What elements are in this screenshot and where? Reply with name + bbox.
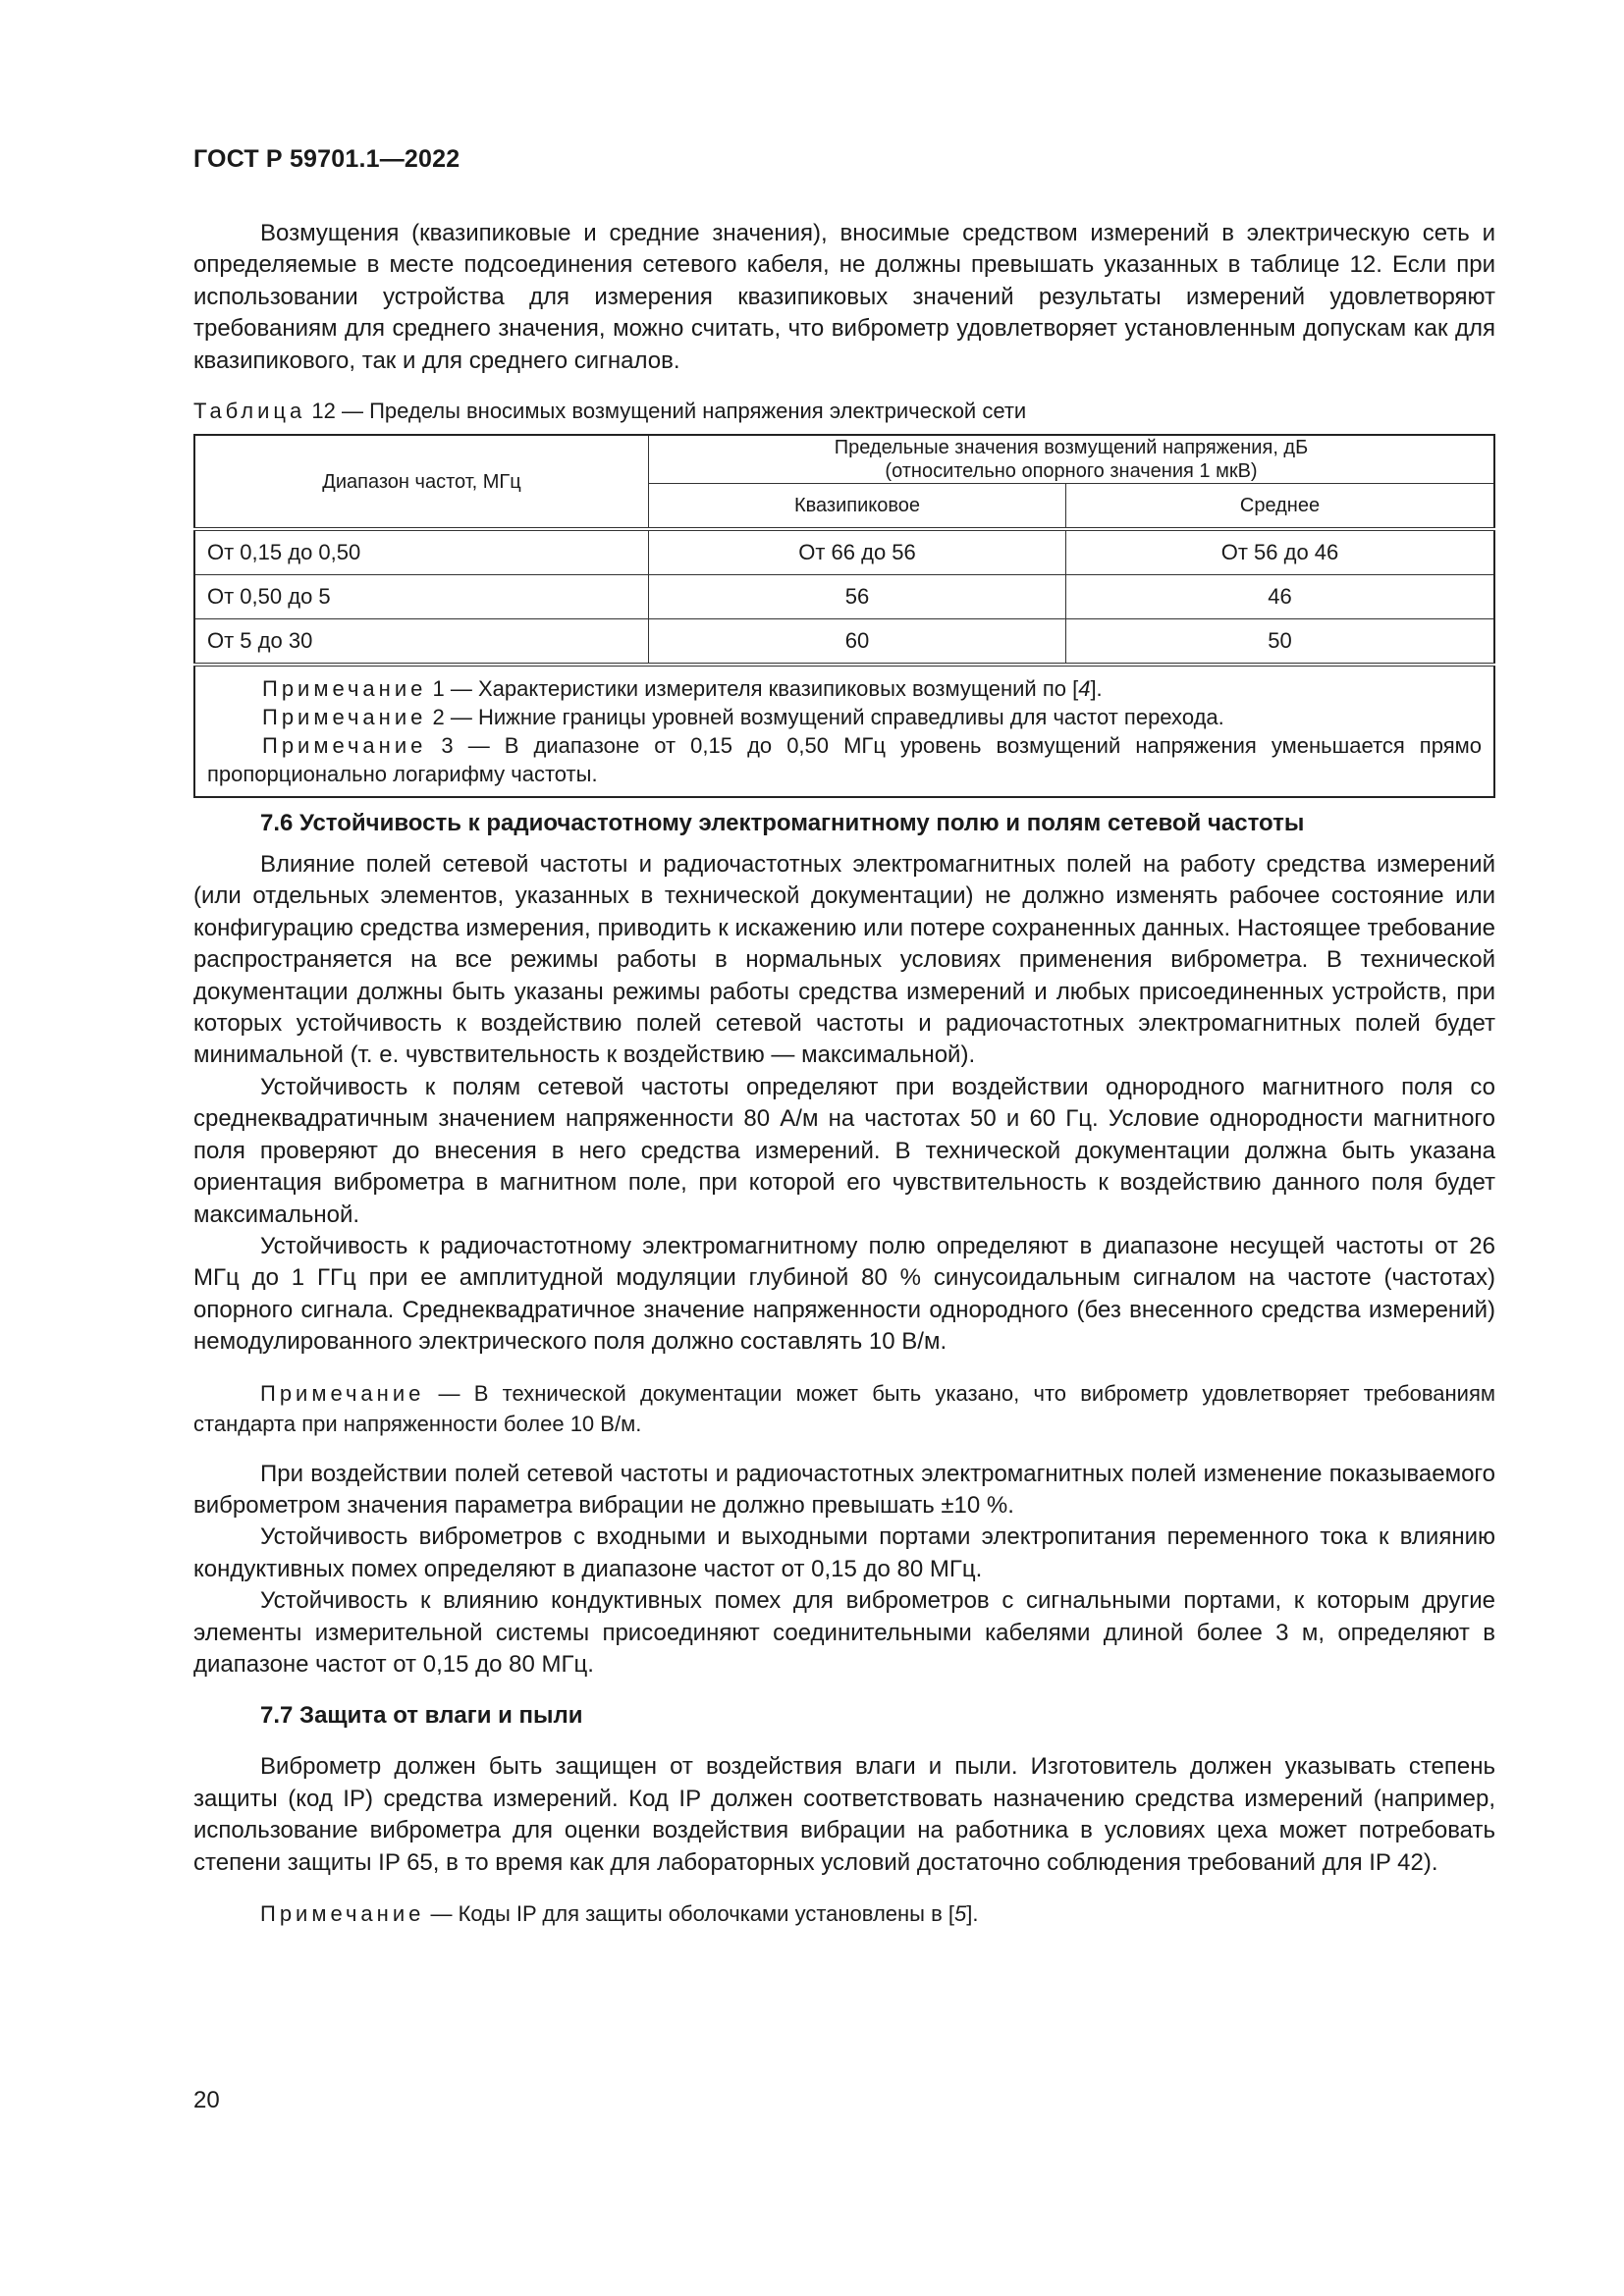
table-notes-row (194, 665, 1494, 797)
note-ref: 4 (1078, 676, 1091, 702)
note-text: — Нижние границы уровней возмущений справедливы для частот перехода. (450, 705, 1224, 730)
table-note-2 (207, 703, 1482, 731)
section-7-6-p5: Устойчивость виброметров с входными и выходными портами электропитания переменного тока к влиянию кондуктивных помех определяют в диапазоне частот от 0,15 до 80 МГц. (193, 1523, 1495, 1582)
note-text: — В диапазоне от 0,15 до 0,50 МГц уровень возмущений напряжения уменьшается прямо пропорционально логарифму частоты. (207, 733, 1482, 787)
cell-avg: От 56 до 46 (1066, 529, 1495, 575)
section-7-7-note (193, 1898, 1495, 1929)
note-label: Примечание (260, 1380, 425, 1406)
col-header-group-line2: (относительно опорного значения 1 мкВ) (885, 460, 1258, 483)
note-tail: ]. (966, 1901, 979, 1926)
table-caption-text: 12 — Пределы вносимых возмущений напряжения электрической сети (311, 399, 1027, 424)
table-header-row (194, 435, 1494, 484)
note-ref: 5 (954, 1901, 967, 1926)
section-7-6-p1: Влияние полей сетевой частоты и радиочастотных электромагнитных полей на работу средства измерений (или отдельных элементов, указанных в технической документации) не должно изменять рабочее состояние или конфигурацию средства измерения, приводить к искажению или потере сохраненных данных. Настоящее требование распространяется на все режимы работы в нормальных условиях применения виброметра. В технической документации должны быть указаны режимы работы средства измерений и любых присоединенных устройств, при которых устойчивость к воздействию полей сетевой частоты и радиочастотных электромагнитных полей будет минимальной (т. е. чувствительность к воздействию — максимальной). (193, 851, 1495, 1069)
note-tail: ]. (1090, 676, 1103, 702)
page-number: 20 (193, 2087, 220, 2113)
page-content (193, 218, 1495, 1929)
cell-quasi: 60 (649, 619, 1066, 666)
note-text: — Коды IP для защиты оболочками установлены в [ (424, 1901, 955, 1926)
intro-paragraph: Возмущения (квазипиковые и средние значения), вносимые средством измерений в электрическую сеть и определяемые в месте подсоединения сетевого кабеля, не должны превышать указанных в таблице 12. Если при использовании устройства для измерения квазипиковых значений результаты измерений удовлетворяют требованиям для среднего значения, можно считать, что виброметр удовлетворяет установленным допускам как для квазипикового, так и для среднего сигналов. (193, 220, 1495, 374)
cell-avg: 50 (1066, 619, 1495, 666)
section-7-6-p3: Устойчивость к радиочастотному электромагнитному полю определяют в диапазоне несущей частоты от 26 МГц до 1 ГГц при ее амплитудной модуляции глубиной 80 % синусоидальным сигналом на частоте (частотах) опорного сигнала. Среднеквадратичное значение напряженности однородного (без внесенного средства измерений) немодулированного электрического поля должно составлять 10 В/м. (193, 1232, 1495, 1356)
limits-table (193, 434, 1495, 798)
table-note-3 (207, 731, 1482, 788)
section-7-7-p1: Виброметр должен быть защищен от воздействия влаги и пыли. Изготовитель должен указывать степень защиты (код IP) средства измерений. Код IP должен соответствовать назначению средства измерений (например, использование виброметра для оценки воздействия вибрации на работника в условиях цеха может потребовать степени защиты IP 65, в то время как для лабораторных условий достаточно соблюдения требований для IP 42). (193, 1753, 1495, 1876)
section-7-6-title: 7.6 Устойчивость к радиочастотному электромагнитному полю и полям сетевой частоты (260, 810, 1305, 837)
section-7-6-note (193, 1378, 1495, 1439)
table-row (194, 619, 1494, 666)
table-caption-label: Таблица (193, 399, 306, 424)
note-label: Примечание (262, 705, 427, 730)
section-7-6-p6: Устойчивость к влиянию кондуктивных помех для виброметров с сигнальными портами, к которым другие элементы измерительной системы присоединяют соединительными кабелями длиной более 3 м, определяют в диапазоне частот от 0,15 до 80 МГц. (193, 1587, 1495, 1678)
section-7-7-title: 7.7 Защита от влаги и пыли (260, 1702, 583, 1730)
table-note-1 (207, 674, 1482, 703)
note-number: 3 (441, 733, 454, 759)
cell-quasi: От 66 до 56 (649, 529, 1066, 575)
cell-range: От 0,50 до 5 (194, 575, 649, 619)
col-header-frequency: Диапазон частот, МГц (194, 435, 649, 529)
table-notes (194, 665, 1494, 797)
note-label: Примечание (262, 676, 427, 702)
section-7-6-p2: Устойчивость к полям сетевой частоты определяют при воздействии однородного магнитного поля со среднеквадратичным значением напряженности 80 А/м на частотах 50 и 60 Гц. Условие однородности магнитного поля проверяют до внесения в него средства измерений. В технической документации должна быть указана ориентация виброметра в магнитном поле, при которой его чувствительность к воздействию данного поля будет максимальной. (193, 1073, 1495, 1228)
section-7-6-p4: При воздействии полей сетевой частоты и радиочастотных электромагнитных полей изменение показываемого виброметром значения параметра вибрации не должно превышать ±10 %. (193, 1460, 1495, 1519)
cell-avg: 46 (1066, 575, 1495, 619)
note-number: 2 (432, 705, 445, 730)
note-number: 1 (432, 676, 445, 702)
note-label: Примечание (260, 1901, 425, 1926)
cell-range: От 0,15 до 0,50 (194, 529, 649, 575)
note-text: — В технической документации может быть указано, что виброметр удовлетворяет требованиям стандарта при напряженности более 10 В/м. (193, 1380, 1495, 1436)
note-text: — Характеристики измерителя квазипиковых возмущений по [ (450, 676, 1079, 702)
col-header-quasi: Квазипиковое (649, 484, 1066, 530)
document-header: ГОСТ Р 59701.1—2022 (193, 145, 460, 173)
table-caption (193, 397, 1495, 426)
cell-range: От 5 до 30 (194, 619, 649, 666)
col-header-group (649, 435, 1495, 484)
col-header-group-line1: Предельные значения возмущений напряжения, дБ (834, 437, 1309, 459)
col-header-avg: Среднее (1066, 484, 1495, 530)
table-row (194, 575, 1494, 619)
cell-quasi: 56 (649, 575, 1066, 619)
note-label: Примечание (262, 733, 427, 759)
table-row (194, 529, 1494, 575)
